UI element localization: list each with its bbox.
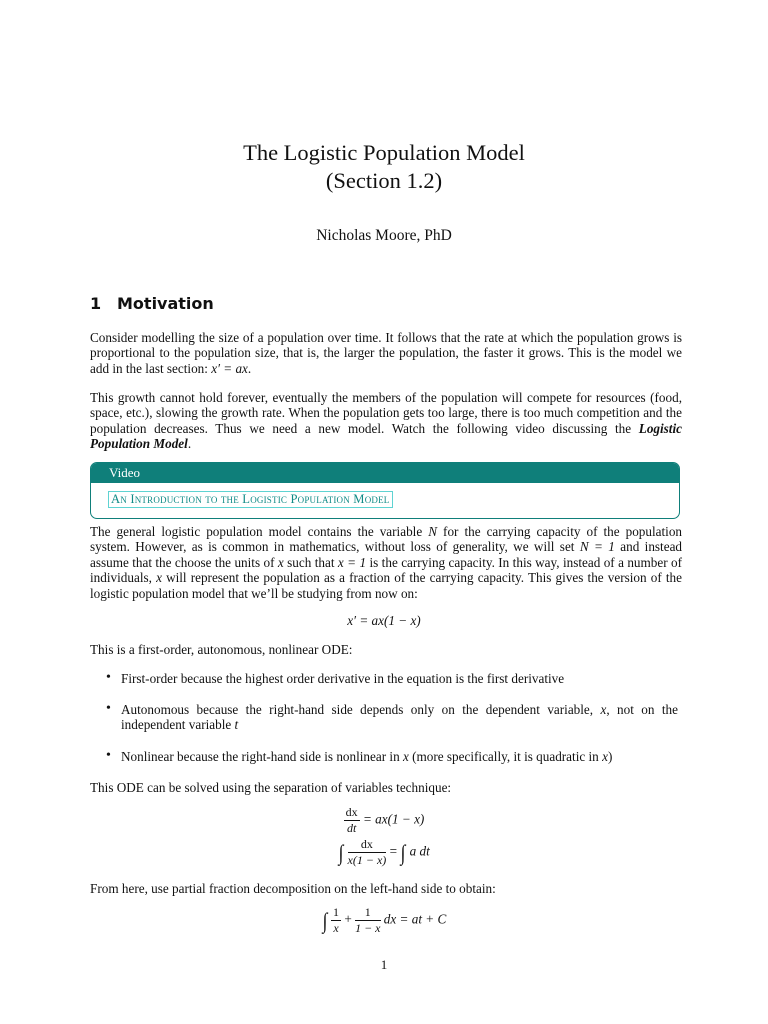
para3-text: the logistic population model that we’ll be studying from now on: — [90, 570, 682, 601]
paragraph-2: This growth cannot hold forever, eventually the members of the population will compete for resources (food, space, etc.), slowing the growth rate. When the population gets too large, there is too much competition and the population decreases. Thus we need a new model. Watch the following video discussing the Logistic Population Model. — [90, 390, 682, 452]
partial-fraction-2 — [355, 906, 380, 935]
para3-text: for the carrying capacity of the population — [443, 524, 683, 539]
bullet2-var-t: t — [234, 717, 239, 733]
bullet3-text: (more specifically, it is quadratic in — [412, 749, 599, 764]
separation-equation-2 — [0, 838, 768, 867]
bullet2-text: independent variable — [121, 717, 232, 733]
bullet-icon: • — [106, 748, 111, 763]
bullet-icon: • — [106, 670, 111, 685]
para1-equation: x′ = ax — [211, 360, 248, 376]
para3-text: The general logistic population model contains the variable — [90, 524, 423, 539]
bullet2-text: , not on the — [606, 702, 679, 717]
bullet3-var-x: x — [602, 749, 608, 764]
video-callout-box — [90, 462, 680, 519]
bullet-item-2 — [121, 702, 678, 733]
bullet-item-3 — [121, 749, 678, 764]
bullet-icon: • — [106, 701, 111, 716]
para3-text: will represent the population as a fraction of the carrying capacity. This gives the version of — [166, 570, 662, 586]
paragraph-3 — [90, 524, 682, 601]
bullet3-text: ) — [607, 749, 613, 764]
para1-line3: we add in the last section: — [90, 345, 683, 376]
para3-text: is the carrying capacity. In this way, instead of a number — [369, 554, 668, 570]
para1-line2: is proportional to the population size, that is, the larger the population, the faster it grows. This is the model — [90, 330, 683, 361]
bullet-item-1: First-order because the highest order derivative in the equation is the first derivative — [121, 671, 565, 686]
integral-sign: ∫ — [400, 839, 406, 865]
para2-line3: the population decreases. Thus we need a new model. Watch the following video discussing the — [90, 405, 682, 436]
video-callout-header: Video — [91, 463, 679, 483]
section-title: Motivation — [117, 294, 214, 313]
fraction-denominator: 1 − x — [355, 921, 381, 935]
integral-fraction — [348, 838, 387, 867]
document-title — [0, 139, 768, 195]
derivative-fraction — [344, 806, 360, 835]
separation-equation-1 — [0, 806, 768, 835]
fraction-numerator: 1 — [355, 906, 380, 921]
bullet3-var-x: x — [402, 749, 409, 764]
para2-line1: This growth cannot hold forever, eventually the members of the population will compete for resources (food, — [90, 390, 682, 405]
fraction-denominator: dt — [346, 821, 357, 835]
equation-rhs: = ax(1 − x) — [362, 811, 425, 827]
partial-fraction-equation — [0, 906, 768, 935]
video-link[interactable]: An Introduction to the Logistic Population Model — [108, 491, 393, 508]
para3-text: of individuals, — [90, 554, 683, 586]
para3-var-x: x — [156, 570, 162, 586]
paragraph-1: Consider modelling the size of a population over time. It follows that the rate at which the population grows is proportional to the population size, that is, the larger the population, the faster it grows. This is the model we add in the last section: x′ = ax. — [90, 330, 683, 376]
bullet2-text: Autonomous because the right-hand side depends only on the dependent variable, — [121, 702, 594, 717]
equation-rhs: dx = at + C — [383, 911, 447, 927]
integral-sign: ∫ — [322, 907, 328, 933]
para3-text: and instead — [620, 539, 683, 555]
bullet2-var-x: x — [600, 702, 607, 717]
equals-sign: = — [389, 843, 398, 859]
paragraph-5: This ODE can be solved using the separation of variables technique: — [90, 780, 452, 795]
title-line-2: (Section 1.2) — [325, 168, 443, 193]
integral-rhs: a dt — [409, 843, 430, 859]
section-heading — [90, 294, 214, 313]
para3-text: system. However, as is common in mathematics, without loss of generality, we will set — [90, 539, 575, 555]
page-number: 1 — [380, 957, 388, 972]
para2-emphasis-1: Logistic — [638, 420, 682, 436]
fraction-numerator: 1 — [333, 905, 340, 919]
para3-var-x: x — [277, 554, 284, 570]
fraction-denominator: x — [333, 921, 339, 935]
para3-var-n: N — [428, 524, 438, 539]
para3-eq-n: N = 1 — [579, 539, 615, 555]
para2-line2: space, etc.), slowing the growth rate. When the population gets too large, there is too much competition and — [90, 405, 663, 421]
logistic-equation: x′ = ax(1 − x) — [347, 613, 421, 628]
plus-sign: + — [344, 911, 352, 927]
fraction-denominator: x(1 − x) — [347, 853, 387, 867]
para3-text: assume that the choose the units of — [90, 554, 275, 570]
para3-eq-x: x = 1 — [337, 554, 367, 570]
section-number: 1 — [90, 294, 102, 313]
integral-sign: ∫ — [338, 839, 344, 865]
partial-fraction-1 — [331, 906, 341, 935]
title-line-1: The Logistic Population Model — [243, 140, 525, 165]
fraction-numerator: dx — [348, 838, 387, 853]
author-name: Nicholas Moore, PhD — [316, 227, 452, 244]
bullet3-text: Nonlinear because the right-hand side is nonlinear in — [121, 749, 400, 764]
para1-line1: Consider modelling the size of a population over time. It follows that the rate at which the population grows — [90, 330, 670, 345]
paragraph-4: This is a first-order, autonomous, nonlinear ODE: — [90, 642, 353, 657]
fraction-numerator: dx — [345, 805, 358, 819]
paragraph-6: From here, use partial fraction decomposition on the left-hand side to obtain: — [90, 881, 496, 896]
para2-emphasis-2: Population Model — [90, 436, 188, 452]
para3-text: such that — [287, 554, 335, 570]
